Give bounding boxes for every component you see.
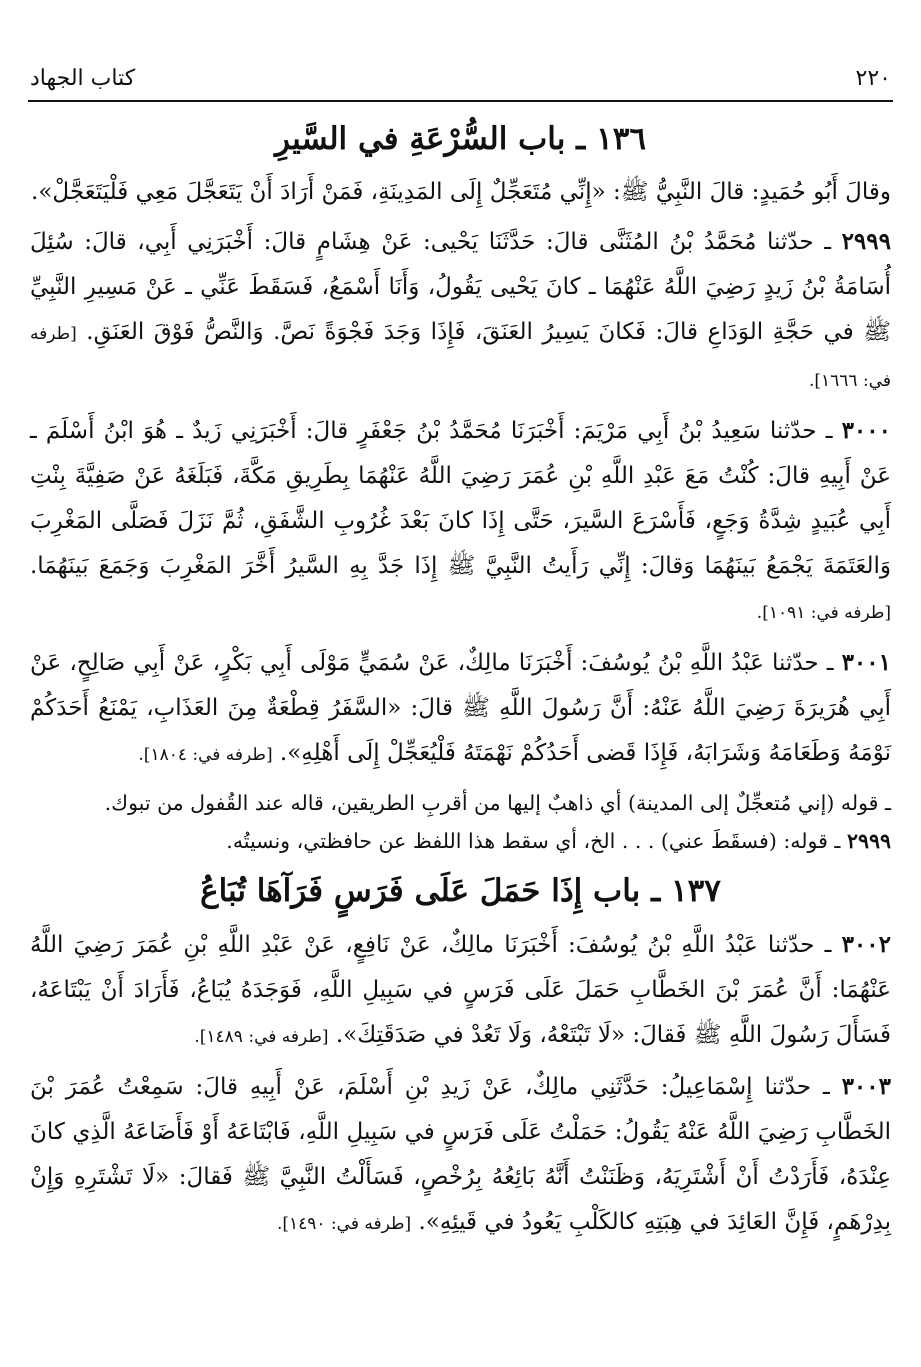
hadith-2999 bbox=[30, 219, 891, 404]
hadith-text: ـ حدّثنا عَبْدُ اللَّهِ بْنُ يُوسُفَ: أَخْبَرَنَا مالِكٌ، عَنْ سُمَيٍّ مَوْلَى أَبِي بَكْرٍ، عَنْ أَبِي صَالِحٍ، عَنْ أَبِي هُرَيرَةَ رَضِيَ اللَّهُ عَنْهُ: أَنَّ رَسُولَ اللَّهِ ﷺ قالَ: «السَّفَرُ قِطْعَةٌ مِنَ العَذَابِ، يَمْنَعُ أَحَدَكُمْ نَوْمَهُ وَطَعَامَهُ وَشَرَابَهُ، فَإِذَا قَضى أَحَدُكُمْ نَهْمَتَهُ فَلْيُعَجِّلْ إِلَى أَهْلِهِ». bbox=[30, 650, 891, 766]
header-rule bbox=[28, 100, 893, 102]
hadith-number: ٣٠٠٣ bbox=[841, 1073, 891, 1100]
hadith-3000 bbox=[30, 408, 891, 636]
cross-reference: [طرفه في: ١٤٩٠]. bbox=[276, 1214, 412, 1234]
hadith-text: ـ حدّثنا مُحَمَّدُ بْنُ المُثَنَّى قالَ: حَدَّثَنَا يَحْيى: عَنْ هِشَامٍ قالَ: أَخْبَرَنِي أَبِي، قالَ: سُئِلَ أُسَامَةُ بْنُ زَيدٍ رَضِيَ اللَّهُ عَنْهُمَا ـ كانَ يَحْيى يَقُولُ، وَأَنَا أَسْمَعُ، فَسَقَطَ عَنِّي ـ عَنْ مَسِيرِ النَّبِيِّ ﷺ في حَجَّةِ الوَدَاعِ قالَ: فَكانَ يَسِيرُ العَنَقَ، فَإِذَا وَجَدَ فَجْوَةً نَصَّ. وَالنَّصُّ فَوْقَ العَنَقِ. bbox=[30, 229, 891, 345]
cross-reference: [طرفه في: ١٠٩١]. bbox=[756, 603, 891, 623]
hadith-number: ٣٠٠٢ bbox=[841, 931, 891, 958]
intro-text: وقالَ أَبُو حُمَيدٍ: قالَ النَّبِيُّ ﷺ: «إِنِّي مُتَعَجِّلٌ إِلَى المَدِينَةِ، فَمَنْ أَرَادَ أَنْ يَتَعَجَّلَ مَعِي فَلْيَتَعَجَّلْ». bbox=[31, 179, 891, 205]
hadith-3002 bbox=[30, 922, 891, 1060]
note-number: ٢٩٩٩ bbox=[846, 829, 891, 853]
page-content bbox=[30, 112, 891, 1247]
book-title: كتاب الجهاد bbox=[30, 65, 136, 91]
note-text: ـ قوله: (فسقَطَ عني) . . . الخ، أي سقط هذا اللفظ عن حافظتي، ونسيتُه. bbox=[226, 829, 847, 853]
cross-reference: [طرفه في: ١٨٠٤]. bbox=[138, 745, 273, 765]
cross-reference: [طرفه في: ١٦٦٦]. bbox=[30, 324, 891, 391]
hadith-3001 bbox=[30, 640, 891, 778]
chapter-heading-137: ١٣٧ ـ باب إِذَا حَمَلَ عَلَى فَرَسٍ فَرَآهَا تُبَاعُ bbox=[200, 873, 721, 909]
chapter-heading-136: ١٣٦ ـ باب السُّرْعَةِ في السَّيرِ bbox=[274, 121, 647, 157]
page-number: ٢٢٠ bbox=[855, 65, 891, 91]
hadith-number: ٣٠٠١ bbox=[841, 649, 891, 676]
hadith-number: ٢٩٩٩ bbox=[841, 228, 891, 255]
cross-reference: [طرفه في: ١٤٨٩]. bbox=[194, 1027, 329, 1047]
hadith-number: ٣٠٠٠ bbox=[841, 417, 891, 444]
note-text: ـ قوله (إني مُتعجِّلٌ إلى المدينة) أي ذاهبٌ إليها من أقربِ الطريقين، قاله عند القُفول من تبوك. bbox=[104, 791, 891, 815]
commentary-note-2999 bbox=[30, 822, 891, 860]
hadith-text: ـ حدّثنا إِسْمَاعِيلُ: حَدَّثَنِي مالِكٌ، عَنْ زَيدِ بْنِ أَسْلَمَ، عَنْ أَبِيهِ قالَ: سَمِعْتُ عُمَرَ بْنَ الخَطَّابِ رَضِيَ اللَّهُ عَنْهُ يَقُولُ: حَمَلْتُ عَلَى فَرَسٍ في سَبِيلِ اللَّهِ، فَابْتَاعَهُ أَوْ فَأَضَاعَهُ الَّذِي كانَ عِنْدَهُ، فَأَرَدْتُ أَنْ أَشْتَرِيَهُ، وَظَنَنْتُ أَنَّهُ بَائِعُهُ بِرُخْصٍ، فَسَأَلْتُ النَّبِيَّ ﷺ فَقالَ: «لَا تَشْتَرِهِ وَإِنْ بِدِرْهَمٍ، فَإِنَّ العَائِدَ في هِبَتِهِ كالكَلْبِ يَعُودُ في قَيئِهِ». bbox=[30, 1074, 891, 1235]
hadith-text: ـ حدّثنا سَعِيدُ بْنُ أَبِي مَرْيَمَ: أَخْبَرَنَا مُحَمَّدُ بْنُ جَعْفَرٍ قالَ: أَخْبَرَنِي زَيدٌ ـ هُوَ ابْنُ أَسْلَمَ ـ عَنْ أَبِيهِ قالَ: كُنْتُ مَعَ عَبْدِ اللَّهِ بْنِ عُمَرَ رَضِيَ اللَّهُ عَنْهُمَا بِطَرِيقِ مَكَّةَ، فَبَلَغَهُ عَنْ صَفِيَّةَ بِنْتِ أَبِي عُبَيدٍ شِدَّةُ وَجَعٍ، فَأَسْرَعَ السَّيرَ، حَتَّى إِذَا كانَ بَعْدَ غُرُوبِ الشَّفَقِ، ثُمَّ نَزَلَ فَصَلَّى المَغْرِبَ وَالعَتَمَةَ يَجْمَعُ بَينَهُمَا وَقالَ: إِنِّي رَأَيتُ النَّبِيَّ ﷺ إِذَا جَدَّ بِهِ السَّيرُ أَخَّرَ المَغْرِبَ وَجَمَعَ بَينَهُمَا. bbox=[30, 418, 891, 579]
hadith-text: ـ حدّثنا عَبْدُ اللَّهِ بْنُ يُوسُفَ: أَخْبَرَنَا مالِكٌ، عَنْ نَافِعٍ، عَنْ عَبْدِ اللَّهِ بْنِ عُمَرَ رَضِيَ اللَّهُ عَنْهُمَا: أَنَّ عُمَرَ بْنَ الخَطَّابِ حَمَلَ عَلَى فَرَسٍ في سَبِيلِ اللَّهِ، فَوَجَدَهُ يُبَاعُ، فَأَرَادَ أَنْ يَبْتَاعَهُ، فَسَأَلَ رَسُولَ اللَّهِ ﷺ فَقالَ: «لَا تَبْتَعْهُ، وَلَا تَعُدْ في صَدَقَتِكَ». bbox=[30, 932, 891, 1048]
running-header bbox=[30, 58, 891, 98]
hadith-3003 bbox=[30, 1064, 891, 1247]
commentary-note bbox=[30, 784, 891, 822]
chapter-intro bbox=[30, 170, 891, 215]
